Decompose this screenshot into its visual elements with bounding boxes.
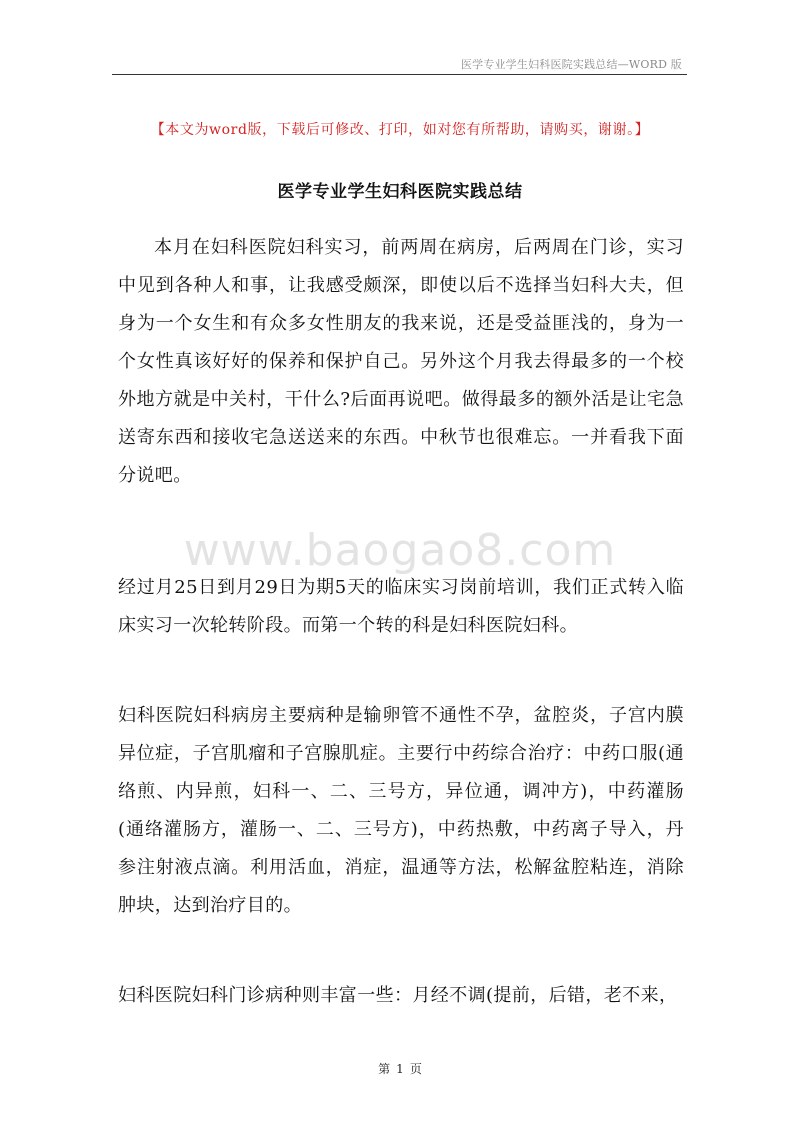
running-header: 医学专业学生妇科医院实践总结—WORD 版 <box>460 58 682 71</box>
page-number: 1 <box>396 1062 404 1076</box>
spacer <box>118 925 684 977</box>
page-prefix: 第 <box>378 1062 391 1076</box>
paragraph-clinic: 妇科医院妇科门诊病种则丰富一些：月经不调(提前，后错，老不来， <box>118 985 678 1006</box>
download-notice: 【本文为word版，下载后可修改、打印，如对您有所帮助，请购买，谢谢。】 <box>150 122 650 138</box>
watermark: www.baogao8.com <box>183 525 617 576</box>
paragraph-training: 经过月25日到月29日为期5天的临床实习岗前培训，我们正式转入临床实习一次轮转阶段。而第一个转的科是妇科医院妇科。 <box>118 577 684 636</box>
document-body <box>118 229 684 1015</box>
paragraph-ward: 妇科医院妇科病房主要病种是输卵管不通性不孕，盆腔炎，子宫内膜异位症，子宫肌瘤和子宫腺肌症。主要行中药综合治疗：中药口服(通络煎、内异煎，妇科一、二、三号方，异位通，调冲方)，中药灌肠(通络灌肠方，灌肠一、二、三号方)，中药热敷，中药离子导入，丹参注射液点滴。利用活血，消症，温通等方法，松解盆腔粘连，消除肿块，达到治疗目的。 <box>118 705 684 916</box>
page-footer <box>0 1060 800 1077</box>
document-title: 医学专业学生妇科医院实践总结 <box>277 182 523 202</box>
header-divider <box>112 74 687 75</box>
spacer <box>118 495 684 569</box>
page-suffix: 页 <box>409 1062 422 1076</box>
paragraph-intro: 本月在妇科医院妇科实习，前两周在病房，后两周在门诊，实习中见到各种人和事，让我感受颇深，即使以后不选择当妇科大夫，但身为一个女生和有众多女性朋友的我来说，还是受益匪浅的，身为一个女性真该好好的保养和保护自己。另外这个月我去得最多的一个校外地方就是中关村，干什么?后面再说吧。做得最多的额外活是让宅急送寄东西和接收宅急送送来的东西。中秋节也很难忘。一并看我下面分说吧。 <box>118 237 684 486</box>
spacer <box>118 645 684 697</box>
